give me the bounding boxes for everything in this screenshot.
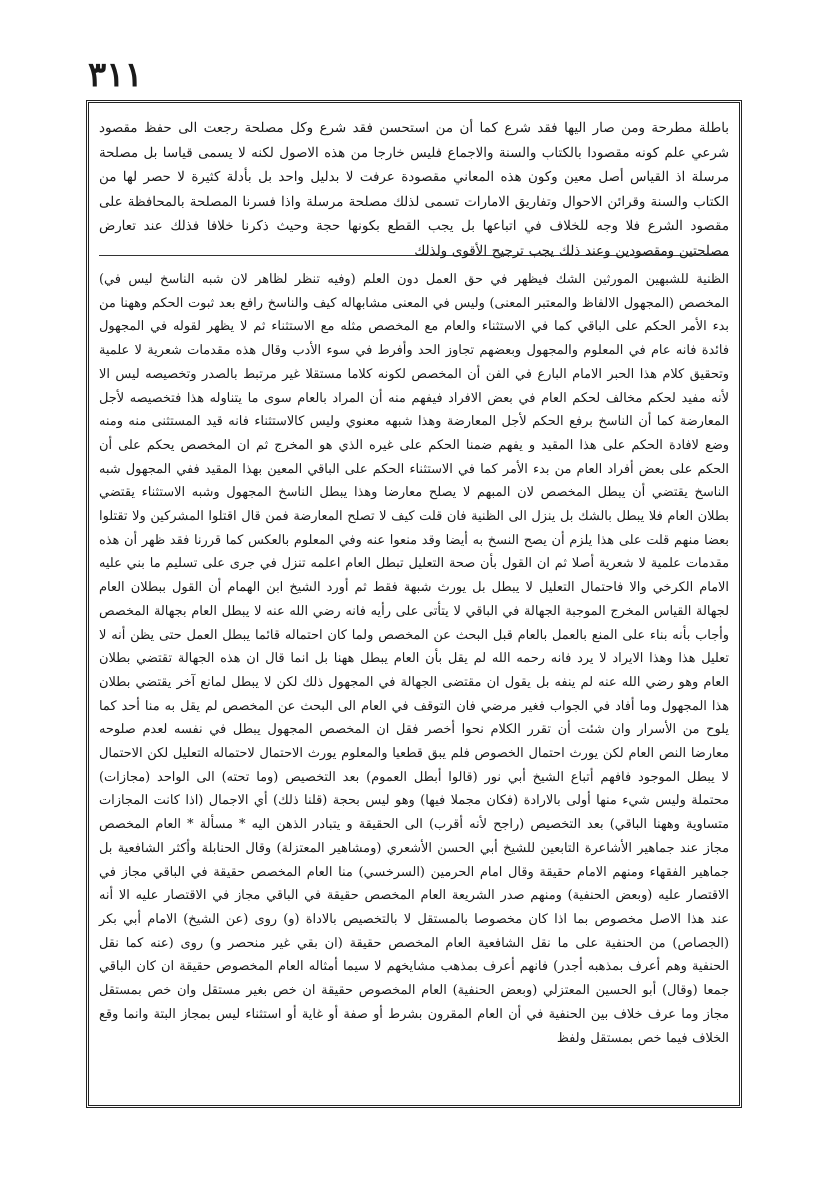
page-number: ٣١١: [88, 55, 143, 95]
commentary-text: الظنية للشبهين المورثين الشك فيظهر في حق العمل دون العلم (وفيه تنظر لظاهر لان شبه الناسخ ليس في) المخصص (المجهول الالفاظ والمعتبر المعنى) وليس في المعنى مشابهاله كيف والناسخ رافع بعد ثبوت الحكم وههنا من بدء الأمر الحكم على الباقي كما في الاستثناء والعام مع المخصص مثله مع الاستثناء ثم لا يظهر لقوله في المجهول فائدة فانه عام في المعلوم والمجهول وبعضهم تجاوز الحد وأفرط في سوء الأدب وقال هذه مقدمات شعرية لا علمية وتحقيق كلام هذا الحبر الامام البارع في الفن أن المخصص لكونه كلاما مستقلا غير مرتبط بالصدر وتخصيصه ليس الا لأنه مفيد لحكم مخالف لحكم العام في بعض الافراد فيفهم منه أن المراد بالعام سوى ما يتناوله هذا فتخصيصه لأجل المعارضة كما أن الناسخ برفع الحكم لأجل المعارضة وهذا شبهه معنوي وليس كالاستثناء فانه قيد المستثنى منه ومنه وضع لافادة الحكم على هذا المقيد و يفهم ضمنا الحكم على غيره الذي هو المخرج ثم ان المخصص يحكم على أن الحكم على بعض أفراد العام من بدء الأمر كما في الاستثناء الحكم على الباقي المعين بهذا المقيد ففي المجهول شبه الناسخ يقتضي أن يبطل المخصص لان المبهم لا يصلح معارضا وهذا يبطل الناسخ المجهول وشبه الاستثناء يقتضي بطلان العام فلا يبطل بالشك بل ينزل الى الظنية فان قلت كيف لا تصلح المعارضة فمن قال اقتلوا المشركين ولا تقتلوا بعضا منهم قلت على هذا يلزم أن يصح النسخ به أيضا وقد منعوا عنه وفي المعلوم بالعكس كما قررنا فقد ظهر أن هذه مقدمات علمية لا شعرية أصلا ثم ان القول بأن صحة التعليل تبطل العام اعلمه تنزل في جرى على تسليم ما بني عليه الامام الكرخي والا فاحتمال التعليل لا يبطل بل يورث شبهة فقط ثم أورد الشيخ ابن الهمام أن القول ببطلان العام لجهالة القياس المخرج الموجبة الجهالة في الباقي لا يتأتى على رأيه فانه رضي الله عنه لا يبطل العام بجهالة المخصص وأجاب بأنه بناء على المنع بالعمل بالعام قبل البحث عن المخصص ولما كان احتماله قائما يبطل العمل حتى يظن أنه لا تعليل هذا وهذا الايراد لا يرد فانه رحمه الله لم يقل بأن العام يبطل ههنا بل انما قال ان هذه الجهالة تقتضي بطلان العام وهو رضي الله عنه لم ينفه بل يقول ان مقتضى الجهالة في المجهول ذلك لكن لا يبطل لمانع آخر يقتضي بطلان هذا المجهول وما أفاد في الجواب فغير مرضي فان التوقف في العام الى البحث عن المخصص لم يقل به منا أحد كما يلوح من الأسرار وان شئت أن تقرر الكلام نحوا أخصر فقل ان المخصص المجهول يبطل في نفسه لعدم صلوحه معارضا النص العام لكن يورث احتمال الخصوص فلم يبق قطعيا والمعلوم يورث الاحتمال لاحتماله التعليل لكن الاحتمال لا يبطل الموجود فافهم أتباع الشيخ أبي نور (قالوا أبطل العموم) بعد التخصيص (وما تحته) الى الواحد (مجازات) محتملة وليس شيء منها أولى بالارادة (فكان مجملا فيها) وهو ليس بحجة (قلنا ذلك) أي الاجمال (اذا كانت المجازات متساوية وههنا الباقي) بعد التخصيص (راجح لأنه أقرب) الى الحقيقة و يتبادر الذهن اليه * مسألة * العام المخصص مجاز عند جماهير الأشاعرة التابعين للشيخ أبي الحسن الأشعري (ومشاهير المعتزلة) وقال الحنابلة وأكثر الشافعية بل جماهير الفقهاء ومنهم الامام حقيقة وقال امام الحرمين (السرخسي) منا العام المخصص حقيقة في الباقي مجاز في الاقتصار عليه (وبعض الحنفية) ومنهم صدر الشريعة العام المخصص حقيقة في الباقي مجاز في الاقتصار عليه الا أنه عند هذا الاصل مخصوص بما اذا كان مخصوصا بالمستقل لا بالتخصيص بالاداة (و) روى (عن الشيخ) الامام أبي بكر (الجصاص) من الحنفية على ما نقل الشافعية العام المخصص حقيقة (ان بقي غير منحصر و) روى (عنه كما نقل الحنفية وهم أعرف بمذهبه أجدر) فانهم أعرف بمذهب مشايخهم لا سيما أمثاله العام المخصوص حقيقة ان كان الباقي جمعا (وقال) أبو الحسين المعتزلي (وبعض الحنفية) العام المخصوص حقيقة ان خص بغير مستقل وان خص بمستقل مجاز وما عرف خلاف بين الحنفية في أن العام المقرون بشرط أو صفة أو غاية أو استثناء ليس بمجاز البتة وانما وقع الخلاف فيما خص بمستقل ولفظ: [99, 272, 729, 1046]
main-text: باطلة مطرحة ومن صار اليها فقد شرع كما أن من استحسن فقد شرع وكل مصلحة رجعت الى حفظ مقصود شرعي علم كونه مقصودا بالكتاب والسنة والاجماع فليس خارجا من هذه الاصول لكنه لا يسمى قياسا بل مصلحة مرسلة اذ القياس أصل معين وكون هذه المعاني مقصودة عرفت لا بدليل واحد بل بأدلة كثيرة لا حصر لها من الكتاب والسنة وقرائن الاحوال وتفاريق الامارات تسمى لذلك مصلحة مرسلة واذا فسرنا المصلحة بالمحافظة على مقصود الشرع فلا وجه للخلاف في اتباعها بل يجب القطع بكونها حجة وحيث ذكرنا خلافا فذلك عند تعارض مصلحتين ومقصودين وعند ذلك يجب ترجيح الأقوى ولذلك: [99, 121, 729, 259]
page-frame: [86, 100, 742, 1108]
